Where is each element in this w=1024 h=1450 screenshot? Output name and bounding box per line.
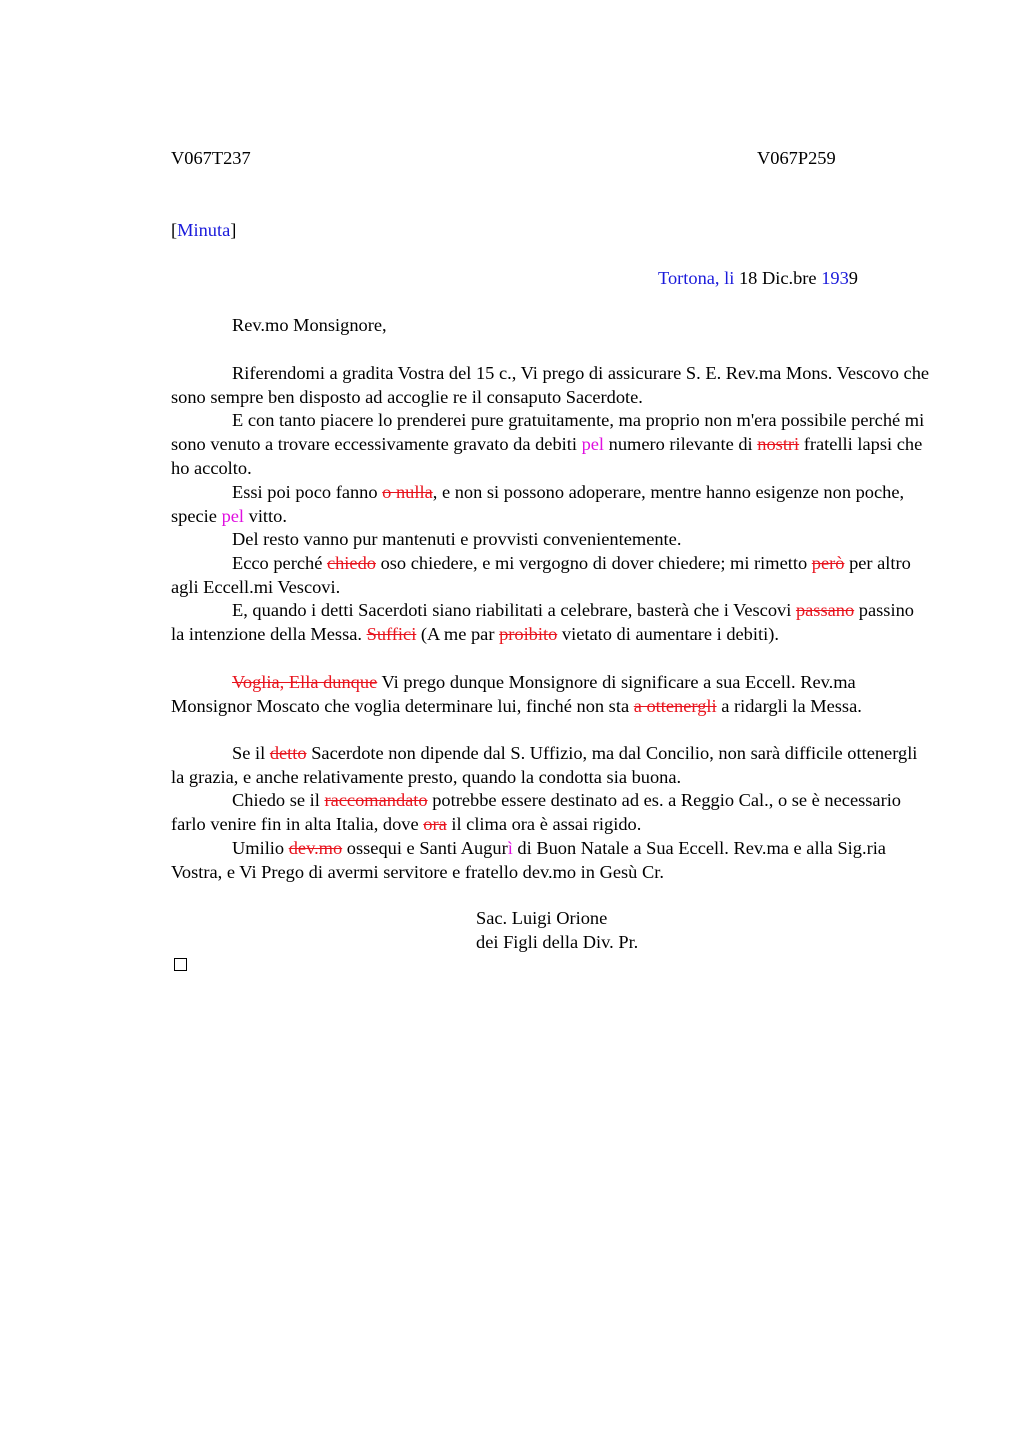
signature-name: Sac. Luigi Orione [476,908,608,928]
draft-label [171,220,236,241]
paragraph-5-text-c: per altro agli Eccell.mi Vescovi. [171,553,911,597]
paragraph-9 [171,789,931,837]
paragraph-10-text-c: di Buon Natale a Sua Eccell. Rev.ma e alla Sig.ria Vostra, e Vi Prego di avermi servitore e fratello dev.mo in Gesù Cr. [171,838,886,882]
document-code-left: V067T237 [171,148,251,168]
correction-pel: pel [221,505,245,526]
deleted-word: chiedo [326,553,376,573]
paragraph-7-text-a: Vi prego dunque Monsignore di significare a sua Eccell. Rev.ma Monsignor Moscato che voglia determinare lui, finché non sta [171,672,856,716]
signature-congregation: dei Figli della Div. Pr. [476,932,639,952]
deleted-word: detto [269,743,307,763]
end-marker-box-icon [174,958,187,971]
paragraph-3 [171,481,931,529]
paragraph-6 [171,599,931,647]
date-year-prefix: 193 [821,268,849,288]
paragraph-9-text-c: il clima ora è assai rigido. [446,813,642,834]
deleted-phrase: Voglia, Ella dunque [232,672,378,692]
deleted-word: nostri [757,433,800,454]
paragraph-8-text-a: Se il [232,743,270,763]
paragraph-4-text: Del resto vanno pur mantenuti e provvisti convenientemente. [232,529,682,549]
paragraph-5-text-a: Ecco perché [232,553,327,573]
salutation: Rev.mo Monsignore, [232,315,387,335]
deleted-word: però [811,553,845,573]
paragraph-8 [171,742,931,790]
deleted-phrase: a ottenergli [633,695,717,716]
date-day: 18 Dic.bre [734,268,822,288]
paragraph-6-text-d: vietato di aumentare i debiti). [557,623,779,644]
paragraph-7-text-b: a ridargli la Messa. [716,695,862,716]
paragraph-6-text-a: E, quando i detti Sacerdoti siano riabilitati a celebrare, basterà che i Vescovi [232,600,796,620]
correction-pel: pel [581,433,605,454]
date-line [658,268,858,289]
deleted-word: raccomandato [324,790,428,810]
paragraph-8-text-b: Sacerdote non dipende dal S. Uffizio, ma dal Concilio, non sarà difficile ottenergli la grazia, e anche relativamente presto, quando la condotta sia buona. [171,743,918,787]
paragraph-2-text-c: fratelli lapsi che ho accolto. [171,433,923,478]
paragraph-3-text-b: , e non si possono adoperare, mentre hanno esigenze non poche, specie [171,482,905,526]
paragraph-5-text-b: oso chiedere, e mi vergogno di dover chiedere; mi rimetto [375,553,812,573]
paragraph-10-text-a: Umilio [232,838,289,858]
paragraph-1 [171,362,931,410]
paragraph-6-text-b: passino la intenzione della Messa. [171,600,914,644]
paragraph-1-text: Riferendomi a gradita Vostra del 15 c., Vi prego di assicurare S. E. Rev.ma Mons. Vescovo che sono sempre ben disposto ad accoglie re il consaputo Sacerdote. [171,363,930,407]
paragraph-2-text-b: numero rilevante di [604,433,758,454]
paragraph-9-text-b: potrebbe essere destinato ad es. a Reggio Cal., o se è necessario farlo venire fin in alta Italia, dove [171,790,902,834]
paragraph-9-text-a: Chiedo se il [232,790,325,810]
deleted-word: dev.mo [288,838,343,858]
deleted-word: ora [423,813,447,834]
paragraph-10-text-b: ossequi e Santi Augur [342,838,508,858]
paragraph-7 [171,671,931,719]
deleted-word: passano [795,600,855,620]
document-code-right: V067P259 [757,148,836,168]
paragraph-4 [171,528,931,552]
paragraph-2-text-a: E con tanto piacere lo prenderei pure gratuitamente, ma proprio non m'era possibile perché mi sono venuto a trovare eccessivamente gravato da debiti [171,410,925,454]
paragraph-5 [171,552,931,600]
draft-label-open-bracket: [ [171,220,178,240]
paragraph-2 [171,409,931,480]
date-year-suffix: 9 [848,268,858,288]
draft-label-close-bracket: ] [230,220,237,240]
correction-accent: ì [507,838,513,858]
paragraph-10 [171,837,931,885]
paragraph-6-text-c: (A me par [416,623,500,644]
draft-label-text: Minuta [177,220,231,240]
paragraph-3-text-c: vitto. [244,505,287,526]
paragraph-3-text-a: Essi poi poco fanno [232,482,383,502]
deleted-word: proibito [499,623,558,644]
deleted-word: o nulla [382,482,433,502]
date-place: Tortona, li [658,268,735,288]
deleted-word: Suffici [366,623,417,644]
